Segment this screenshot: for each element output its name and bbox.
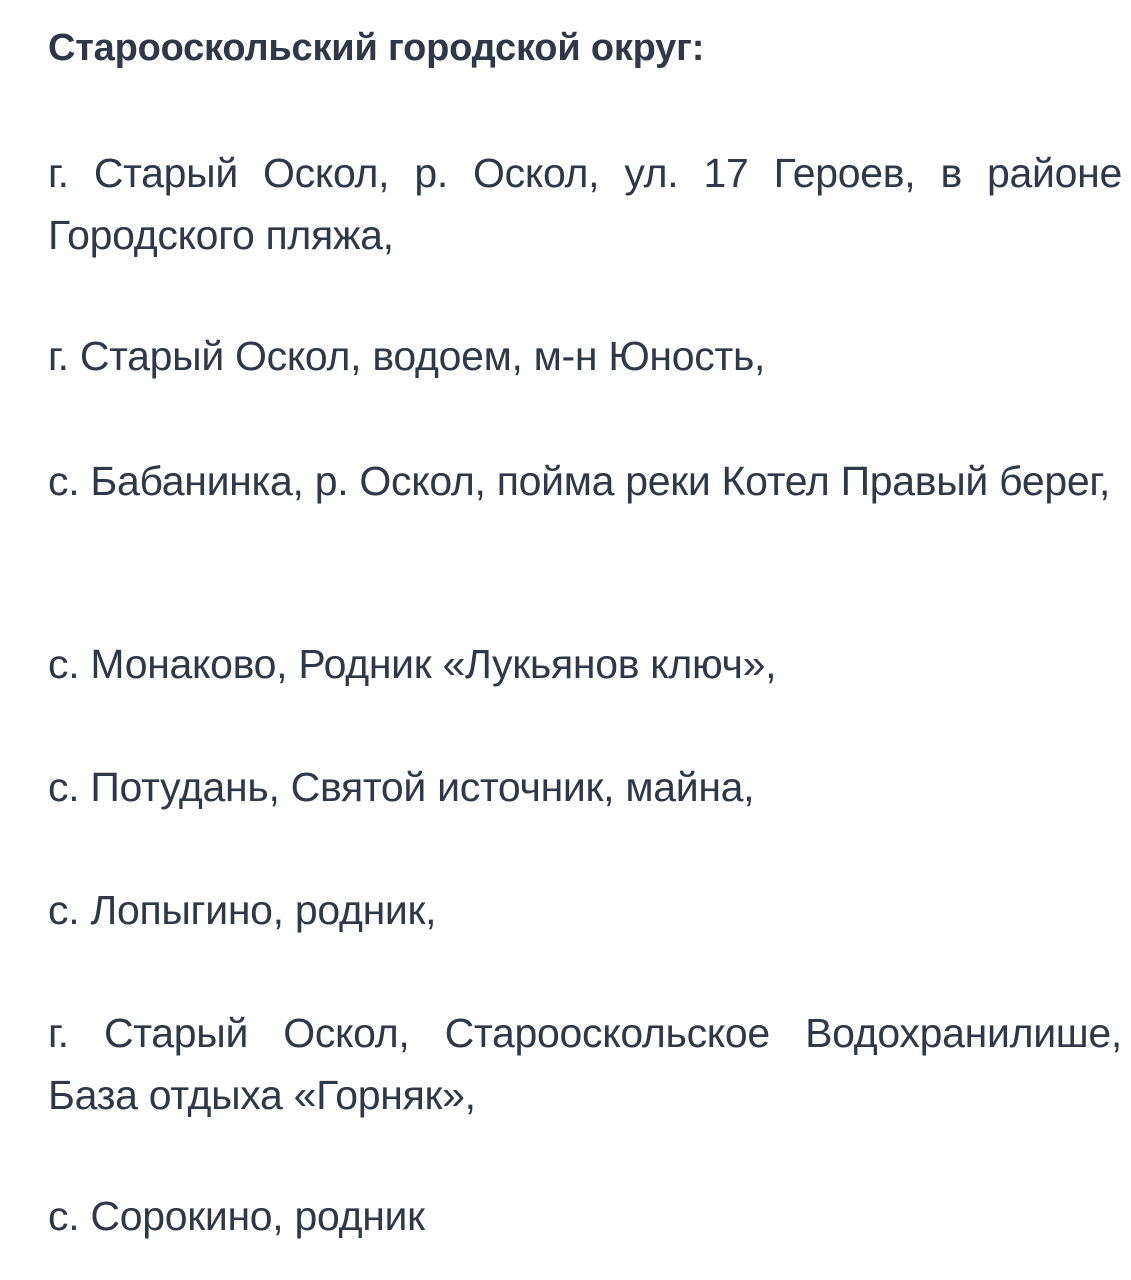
location-item-3: с. Бабанинка, р. Оскол, пойма реки Котел Правый берег, bbox=[48, 458, 1111, 504]
location-item-5: с. Потудань, Святой источник, майна, bbox=[48, 764, 755, 810]
location-item-4: с. Монаково, Родник «Лукьянов ключ», bbox=[48, 641, 777, 687]
document-title: Старооскольский городской округ: bbox=[48, 27, 705, 69]
location-item-6: с. Лопыгино, родник, bbox=[48, 887, 437, 933]
location-item-2: г. Старый Оскол, водоем, м-н Юность, bbox=[48, 333, 766, 379]
location-item-7: г. Старый Оскол, Старооскольское Водохранилише, База отдыха «Горняк», bbox=[48, 1010, 1122, 1118]
location-item-1: г. Старый Оскол, р. Оскол, ул. 17 Героев, в районе Городского пляжа, bbox=[48, 150, 1122, 258]
location-item-8: с. Сорокино, родник bbox=[48, 1193, 425, 1239]
